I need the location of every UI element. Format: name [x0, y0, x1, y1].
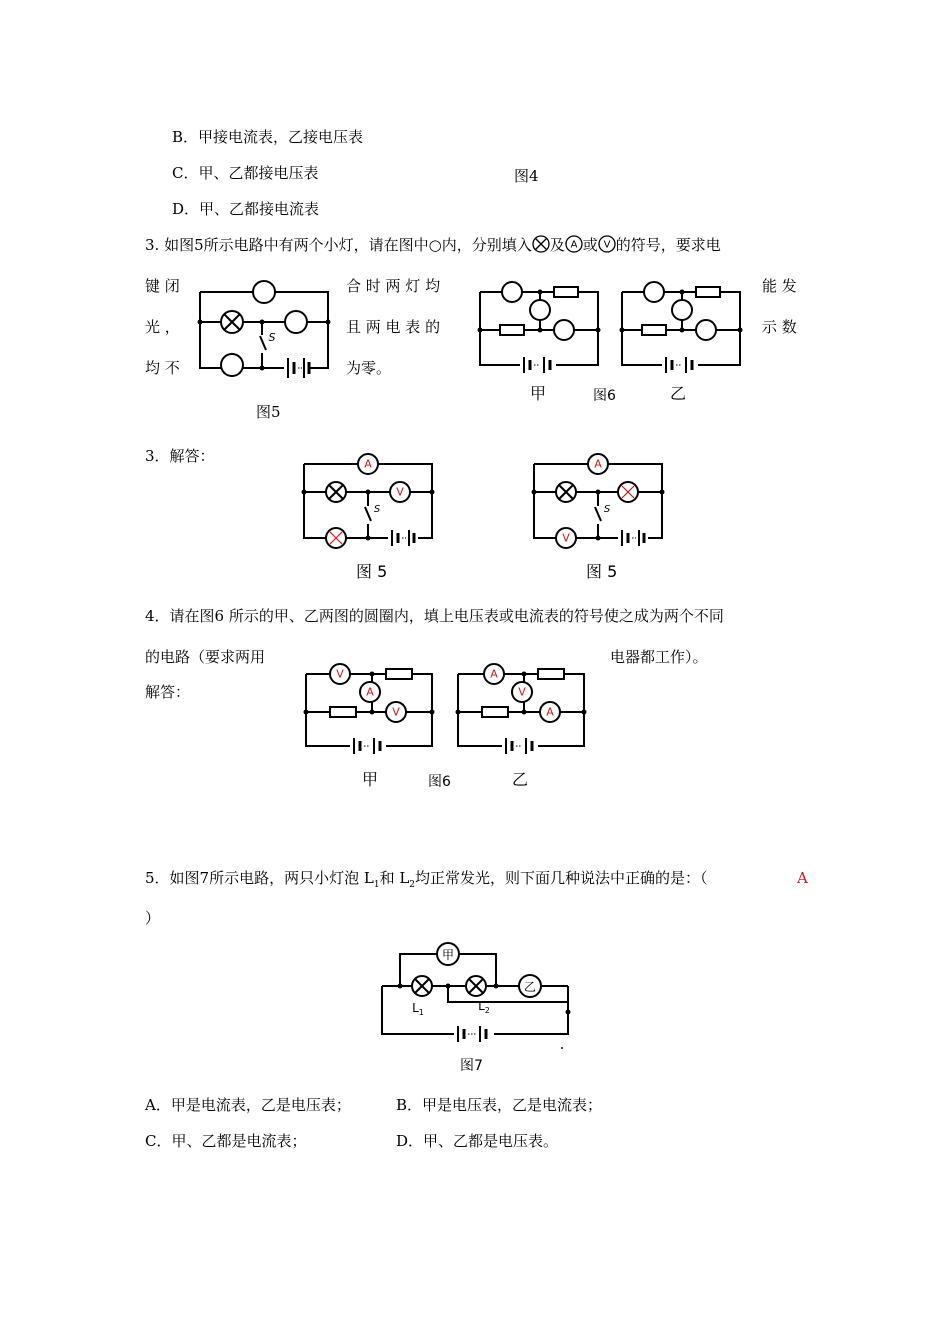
blank-meter-mid	[285, 311, 307, 333]
svg-text:A: A	[364, 457, 372, 471]
svg-text:V: V	[603, 239, 611, 251]
figure-6-yi-circuit	[612, 280, 752, 375]
option-d: D．甲、乙都接电流表	[172, 200, 320, 218]
figure-7-circuit	[378, 940, 578, 1052]
option-c: C．甲、乙都接电压表	[172, 164, 319, 182]
figure-6-jia-label: 甲	[530, 384, 547, 403]
answer-figure-6-jia	[296, 660, 446, 755]
ammeter-symbol-icon	[565, 235, 583, 253]
answer-figure-5-b-label: 图 5	[586, 562, 618, 581]
blank-meter-top	[253, 281, 275, 303]
q5-option-d: D．甲、乙都是电压表。	[396, 1132, 559, 1150]
q5-line-1: 5．如图7所示电路，两只小灯泡 $L_1$和 $L_2$均正常发光，则下面几种说法中正确的是：（	[145, 869, 708, 890]
answer-figure-6-yi	[448, 660, 598, 755]
figure-6-label: 图6	[593, 388, 616, 404]
q5-close-paren: ）	[145, 909, 161, 927]
answer-figure-5-a-label: 图 5	[356, 562, 388, 581]
answer-figure-5-a	[294, 450, 444, 555]
q3-row4-left: 均 不	[145, 359, 180, 377]
q5-option-a: A．甲是电流表，乙是电压表；	[145, 1096, 351, 1114]
q4-yi-label: 乙	[512, 770, 529, 789]
svg-text:S: S	[268, 331, 276, 344]
figure-4-label: 图4	[514, 167, 539, 185]
figure-5-circuit	[190, 280, 340, 380]
q5-option-b: B．甲是电压表，乙是电流表；	[396, 1096, 603, 1114]
q4-line-1: 4．请在图6 所示的甲、乙两图的圆圈内，填上电压表或电流表的符号使之成为两个不同	[145, 607, 724, 625]
svg-text:乙: 乙	[523, 980, 537, 994]
q4-line-2-right: 电器都工作）。	[610, 648, 708, 666]
figure-6-jia-circuit	[470, 280, 610, 375]
svg-text:V: V	[396, 485, 404, 499]
svg-text:V: V	[518, 685, 526, 699]
q3-row3-mid: 且 两 电 表 的	[346, 318, 441, 336]
svg-text:A: A	[366, 685, 374, 699]
q3-row3-left: 光 ，	[145, 318, 180, 336]
q4-answer-label: 解答：	[145, 683, 191, 701]
option-b: B．甲接电流表，乙接电压表	[172, 128, 364, 146]
svg-text:A: A	[594, 457, 602, 471]
q5-option-c: C．甲、乙都是电流表；	[145, 1132, 307, 1150]
q5-answer: A	[797, 869, 808, 887]
figure-6-yi-label: 乙	[670, 384, 687, 403]
svg-text:L2: $L_2$	[478, 999, 490, 1015]
svg-text:V: V	[336, 667, 344, 681]
q3-row3-right: 示 数	[762, 318, 797, 336]
q3-row2-mid: 合 时 两 灯 均	[346, 277, 441, 295]
svg-text:A: A	[490, 667, 498, 681]
svg-text:A: A	[570, 239, 578, 251]
lamp-symbol-icon	[532, 235, 550, 253]
q4-figure-6-label: 图6	[428, 774, 451, 790]
q3-row2-left: 键 闭	[145, 277, 180, 295]
svg-text:L1: $L_1$	[412, 1001, 424, 1017]
q3-answer-label: 3．解答：	[145, 447, 215, 465]
blank-meter-bottom	[221, 354, 243, 376]
q4-line-2-left: 的电路（要求两用	[145, 648, 266, 666]
svg-text:S: S	[603, 504, 611, 515]
svg-text:V: V	[392, 705, 400, 719]
q3-row2-right: 能 发	[762, 277, 797, 295]
q4-jia-label: 甲	[362, 770, 379, 789]
q3-line-1: 3. 如图5所示电路中有两个小灯，请在图中○内，分别填入 及 A 或 V 的符号，要求电	[145, 236, 721, 254]
figure-5-label: 图5	[256, 403, 281, 421]
svg-text:A: A	[546, 705, 554, 719]
figure-7-label: 图7	[460, 1058, 483, 1074]
svg-text:甲: 甲	[441, 948, 455, 962]
answer-figure-5-b	[524, 450, 674, 555]
svg-text:V: V	[562, 531, 570, 545]
voltmeter-symbol-icon	[598, 235, 616, 253]
q3-row4-mid: 为零。	[346, 359, 392, 377]
svg-text:S: S	[373, 504, 381, 515]
